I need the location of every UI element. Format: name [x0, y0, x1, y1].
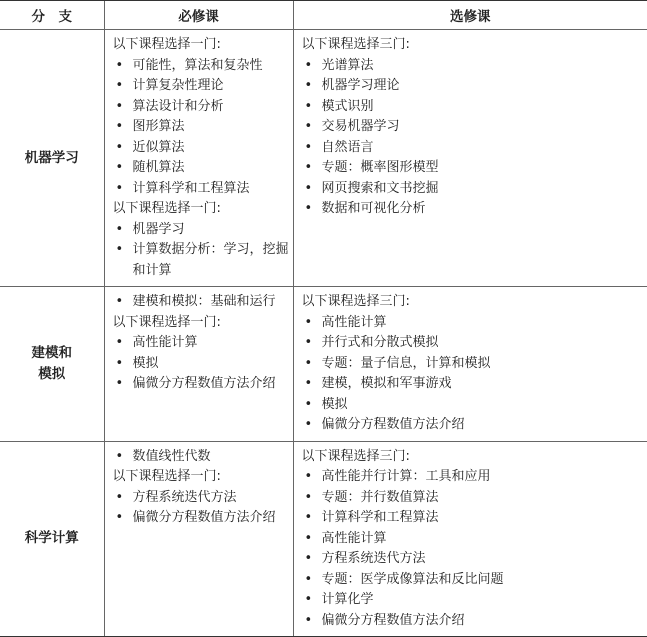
- course-item: [113, 56, 293, 77]
- branch-cell: [0, 441, 104, 637]
- course-name: 数值线性代数: [133, 449, 211, 464]
- required-cell: [104, 287, 293, 442]
- bullet-icon: •: [305, 590, 313, 611]
- course-item: [302, 313, 647, 334]
- bullet-icon: •: [305, 138, 313, 159]
- course-item: [302, 529, 647, 550]
- course-name: 专题：医学成像算法和反比问题: [322, 572, 504, 587]
- course-item: [302, 611, 647, 632]
- course-name: 数据和可视化分析: [322, 201, 426, 216]
- required-cell: [104, 441, 293, 637]
- selection-instruction: 以下课程选择一门:: [113, 467, 293, 488]
- selection-instruction: 以下课程选择一门:: [113, 313, 293, 334]
- course-name: 偏微分方程数值方法介绍: [322, 613, 465, 628]
- course-name: 高性能计算: [322, 531, 387, 546]
- course-item: [302, 374, 647, 395]
- course-item: [302, 333, 647, 354]
- course-name: 方程系统迭代方法: [133, 490, 237, 505]
- branch-label: 建模和: [0, 343, 104, 364]
- course-item: [113, 76, 293, 97]
- course-name: 高性能计算: [322, 315, 387, 330]
- course-name: 专题：并行数值算法: [322, 490, 439, 505]
- course-name: 建模，模拟和军事游戏: [322, 376, 452, 391]
- course-name: 模式识别: [322, 99, 374, 114]
- course-item: [302, 76, 647, 97]
- course-name: 计算复杂性理论: [133, 78, 224, 93]
- bullet-icon: •: [305, 117, 313, 138]
- course-name: 计算科学和工程算法: [322, 510, 439, 525]
- course-name: 偏微分方程数值方法介绍: [322, 417, 465, 432]
- course-name: 高性能并行计算：工具和应用: [322, 469, 491, 484]
- course-item: [113, 138, 293, 159]
- branch-label: 机器学习: [0, 148, 104, 169]
- bullet-icon: •: [116, 333, 124, 354]
- selection-instruction: 以下课程选择三门:: [302, 292, 647, 313]
- bullet-icon: •: [116, 447, 124, 468]
- course-name: 专题：概率图形模型: [322, 160, 439, 175]
- course-item: [302, 117, 647, 138]
- bullet-icon: •: [305, 313, 313, 334]
- course-name: 计算科学和工程算法: [133, 181, 250, 196]
- bullet-icon: •: [305, 415, 313, 436]
- bullet-icon: •: [305, 374, 313, 395]
- course-item: [113, 97, 293, 118]
- course-item: [302, 549, 647, 570]
- course-item: [113, 447, 293, 468]
- bullet-icon: •: [305, 570, 313, 591]
- elective-cell: [293, 287, 647, 442]
- course-item: [302, 199, 647, 220]
- elective-cell: [293, 30, 647, 287]
- course-name: 专题：量子信息，计算和模拟: [322, 356, 491, 371]
- required-cell: [104, 30, 293, 287]
- bullet-icon: •: [116, 179, 124, 200]
- bullet-icon: •: [305, 56, 313, 77]
- course-item: [113, 179, 293, 200]
- course-item: [113, 354, 293, 375]
- bullet-icon: •: [116, 354, 124, 375]
- bullet-icon: •: [305, 611, 313, 632]
- bullet-icon: •: [116, 508, 124, 529]
- bullet-icon: •: [116, 56, 124, 77]
- bullet-icon: •: [116, 292, 124, 313]
- bullet-icon: •: [116, 97, 124, 118]
- course-name: 交易机器学习: [322, 119, 400, 134]
- header-elective: 选修课: [293, 1, 647, 30]
- selection-instruction: 以下课程选择三门:: [302, 35, 647, 56]
- header-branch: 分 支: [0, 1, 104, 30]
- bullet-icon: •: [305, 97, 313, 118]
- course-item: [302, 570, 647, 591]
- course-item: [113, 292, 293, 313]
- bullet-icon: •: [305, 529, 313, 550]
- course-name: 算法设计和分析: [133, 99, 224, 114]
- course-name: 方程系统迭代方法: [322, 551, 426, 566]
- course-item: [302, 97, 647, 118]
- bullet-icon: •: [116, 374, 124, 395]
- course-item: [113, 508, 293, 529]
- bullet-icon: •: [116, 76, 124, 97]
- selection-instruction: 以下课程选择一门:: [113, 35, 293, 56]
- course-name: 模拟: [133, 356, 159, 371]
- course-name: 图形算法: [133, 119, 185, 134]
- elective-cell: [293, 441, 647, 637]
- selection-instruction: 以下课程选择一门:: [113, 199, 293, 220]
- bullet-icon: •: [305, 395, 313, 416]
- course-name: 可能性，算法和复杂性: [133, 58, 263, 73]
- row-modeling-simulation: [0, 287, 647, 442]
- course-item: [302, 488, 647, 509]
- course-name: 并行式和分散式模拟: [322, 335, 439, 350]
- course-name: 机器学习理论: [322, 78, 400, 93]
- bullet-icon: •: [305, 549, 313, 570]
- course-item: [113, 117, 293, 138]
- selection-instruction: 以下课程选择三门:: [302, 447, 647, 468]
- course-item: [113, 488, 293, 509]
- course-item: [302, 158, 647, 179]
- course-item: [113, 158, 293, 179]
- bullet-icon: •: [305, 199, 313, 220]
- course-name: 机器学习: [133, 222, 185, 237]
- course-name: 偏微分方程数值方法介绍: [133, 510, 276, 525]
- course-name: 偏微分方程数值方法介绍: [133, 376, 276, 391]
- course-item: [302, 138, 647, 159]
- bullet-icon: •: [305, 488, 313, 509]
- header-row: [0, 1, 647, 30]
- course-name: 近似算法: [133, 140, 185, 155]
- bullet-icon: •: [116, 117, 124, 138]
- row-machine-learning: [0, 30, 647, 287]
- course-name: 自然语言: [322, 140, 374, 155]
- course-item: [302, 590, 647, 611]
- course-item: [302, 56, 647, 77]
- course-name: 光谱算法: [322, 58, 374, 73]
- course-name: 计算数据分析：学习，挖掘和计算: [133, 242, 289, 278]
- bullet-icon: •: [116, 240, 124, 261]
- course-item: [302, 508, 647, 529]
- bullet-icon: •: [305, 158, 313, 179]
- branch-cell: [0, 30, 104, 287]
- course-item: [302, 354, 647, 375]
- course-item: [302, 395, 647, 416]
- course-item: [113, 240, 293, 281]
- branch-label: 科学计算: [0, 528, 104, 549]
- course-item: [302, 179, 647, 200]
- branch-cell: [0, 287, 104, 442]
- course-item: [302, 415, 647, 436]
- bullet-icon: •: [116, 138, 124, 159]
- course-name: 计算化学: [322, 592, 374, 607]
- course-name: 高性能计算: [133, 335, 198, 350]
- bullet-icon: •: [305, 76, 313, 97]
- bullet-icon: •: [305, 508, 313, 529]
- bullet-icon: •: [305, 179, 313, 200]
- course-name: 网页搜索和文书挖掘: [322, 181, 439, 196]
- branch-label: 模拟: [0, 364, 104, 385]
- row-scientific-computing: [0, 441, 647, 637]
- bullet-icon: •: [116, 158, 124, 179]
- bullet-icon: •: [116, 220, 124, 241]
- header-required: 必修课: [104, 1, 293, 30]
- bullet-icon: •: [305, 333, 313, 354]
- bullet-icon: •: [116, 488, 124, 509]
- course-name: 随机算法: [133, 160, 185, 175]
- bullet-icon: •: [305, 354, 313, 375]
- bullet-icon: •: [305, 467, 313, 488]
- course-item: [113, 220, 293, 241]
- course-name: 模拟: [322, 397, 348, 412]
- course-item: [302, 467, 647, 488]
- course-item: [113, 333, 293, 354]
- course-name: 建模和模拟：基础和运行: [133, 294, 276, 309]
- course-item: [113, 374, 293, 395]
